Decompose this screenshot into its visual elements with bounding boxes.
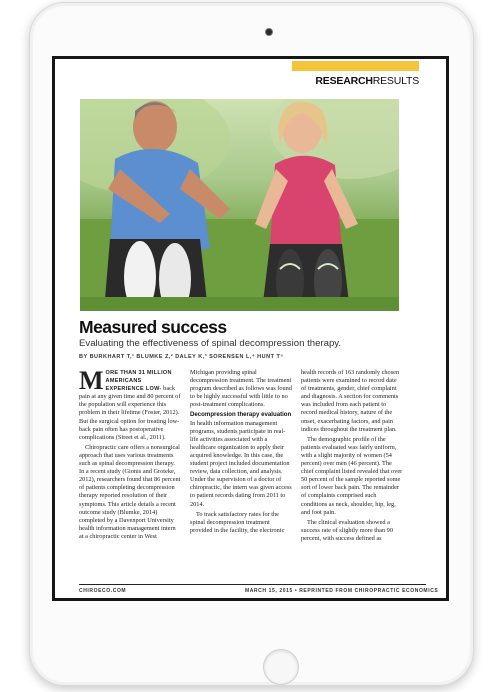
paragraph: Michigan providing spinal decompression treatment. The treatment program described as follows was found to be highly successful with little to no post-treatment complications. bbox=[190, 369, 292, 409]
article-title: Measured success bbox=[79, 317, 227, 337]
paragraph: health records of 163 randomly chosen patients were examined to record date of treatments, gender, chief complaint and diagnosis. A section for comments was included from each patient to record medical history, nature of the onset, exacerbating factors, and pain indices throughout the treatment plan. bbox=[301, 369, 400, 433]
paragraph: The demographic profile of the patients evaluated was fairly uniform, with a slight majority of women (54 percent) over men (46 percent). The chief complaint listed revealed that over 50 percent of the sample reported some sort of lower back pain. The remainder of complaints comprised such conditions as neck, shoulder, hip, leg, and foot pain. bbox=[301, 435, 403, 516]
paragraph: MORE THAN 31 MILLION AMERICANS EXPERIENCE LOW- back pain at any given time and 80 percent of the population will experience this problem in their lifetime (Foster, 2012). But the surgical option for treating low-back pain often has postoperative complications (Street et al., 2011). bbox=[79, 366, 181, 441]
footer-issue: MARCH 15, 2015 • REPRINTED FROM CHIROPRACTIC ECONOMICS bbox=[245, 588, 439, 594]
camera-icon bbox=[266, 29, 272, 35]
paragraph: The clinical evaluation showed a success rate of slightly more than 90 percent, with success defined as bbox=[301, 518, 393, 542]
article-photo bbox=[80, 99, 399, 311]
article-subtitle: Evaluating the effectiveness of spinal decompression therapy. bbox=[79, 338, 342, 349]
article-column-2 bbox=[190, 369, 292, 537]
article-byline: BY BURKHART T,¹ BLUMKE Z,² DALEY K,³ SORENSEN L,⁴ HUNT T⁵ bbox=[79, 354, 284, 360]
drop-cap: M bbox=[79, 366, 104, 395]
section-heading: Decompression therapy evaluation bbox=[190, 411, 292, 419]
paragraph: To track satisfactory rates for the spinal decompression treatment provided in the facility, the electronic bbox=[190, 510, 285, 534]
article-column-3 bbox=[301, 369, 403, 545]
paragraph: In health information management programs, students participate in real-life activities associated with a healthcare organization to apply their acquired knowledge. In this case, the student project included documentation review, data collection, and analysis. Under the supervision of a doctor of chiropractic, the intern was given access to patient records dating from 2011 to 2014. bbox=[190, 419, 292, 508]
lead-in: ORE THAN 31 MILLION AMERICANS EXPERIENCE LOW- bbox=[105, 370, 172, 393]
footer-site: CHIROECO.COM bbox=[79, 588, 127, 594]
footer-rule bbox=[79, 584, 426, 585]
section-label: RESEARCHRESULTS bbox=[315, 75, 419, 87]
paragraph: Chiropractic care offers a nonsurgical approach that uses various treatments such as spinal decompression therapy. In a recent study (Gionis and Groteke, 2012), researchers found that 86 percent of patients completing decompression therapy reported resolution of their symptoms. This article details a recent outcome study (Blumke, 2014) completed by a Davenport University health information management intern at a chiropractic center in West bbox=[79, 443, 181, 540]
article-column-1 bbox=[79, 366, 181, 543]
home-button[interactable] bbox=[263, 649, 299, 685]
tablet-screen bbox=[52, 56, 449, 601]
